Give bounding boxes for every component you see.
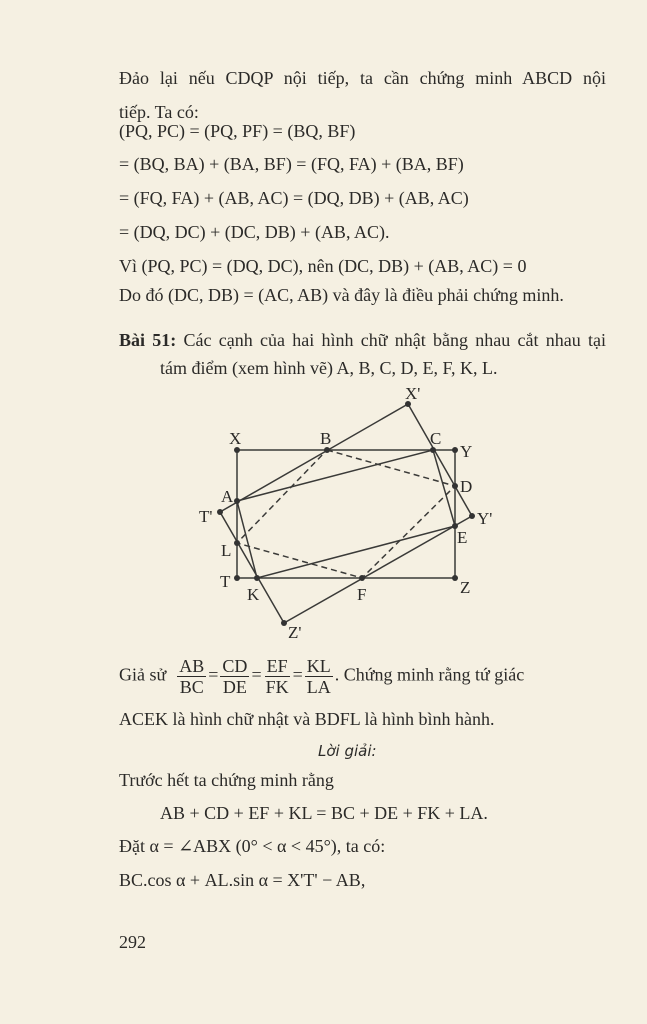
page-number: 292: [119, 932, 146, 952]
point-A: [234, 498, 240, 504]
point-Y: [452, 447, 458, 453]
statement-line: Giả sử $\frac{AB}{BC}$ = $\frac{CD}{DE}$ = $\frac{EF}{FK}$ = $\frac{KL}{LA}$ . Chứng minh rằng tứ giác: [119, 656, 525, 697]
point-K: [254, 575, 260, 581]
text-line: Đảo lại nếu CDQP nội tiếp, ta cần chứng minh ABCD nội: [119, 68, 606, 88]
label-T: T: [220, 572, 231, 591]
statement-line-2: ACEK là hình chữ nhật và BDFL là hình bình hành.: [119, 709, 495, 729]
point-T: [234, 575, 240, 581]
fraction: $\frac{EF}{FK}$: [265, 656, 289, 697]
label-X1: X': [405, 384, 421, 403]
label-A: A: [221, 487, 234, 506]
solution-heading: Lời giải:: [318, 742, 377, 760]
equation-line: = (BQ, BA) + (BA, BF) = (FQ, FA) + (BA, BF): [119, 154, 464, 174]
equation-line: Do đó (DC, DB) = (AC, AB) và đây là điều phải chứng minh.: [119, 285, 564, 305]
point-D: [452, 483, 458, 489]
rectangle-XYZT: [237, 450, 455, 578]
solution-line: BC.cos α + AL.sin α = X'T' − AB,: [119, 870, 366, 890]
point-Z: [452, 575, 458, 581]
label-F: F: [357, 585, 367, 604]
label-T1: T': [199, 507, 213, 526]
label-Y1: Y': [477, 509, 493, 528]
label-Y: Y: [460, 442, 473, 461]
point-Z1: [281, 620, 287, 626]
label-X: X: [229, 429, 242, 448]
equation-line: (PQ, PC) = (PQ, PF) = (BQ, BF): [119, 121, 356, 141]
fraction: $\frac{CD}{DE}$: [222, 656, 248, 697]
statement-prefix: Giả sử: [119, 664, 167, 685]
point-T1: [217, 509, 223, 515]
problem-line: tám điểm (xem hình vẽ) A, B, C, D, E, F, K, L.: [160, 358, 498, 378]
problem-label: Bài 51:: [119, 330, 177, 350]
quadrilateral-ACEK: [237, 450, 455, 578]
label-C: C: [430, 429, 442, 448]
fraction: $\frac{AB}{BC}$: [179, 656, 205, 697]
quadrilateral-BDFL: [237, 450, 455, 578]
equation-line: = (FQ, FA) + (AB, AC) = (DQ, DB) + (AB, AC): [119, 188, 469, 208]
fraction: $\frac{KL}{LA}$: [306, 656, 331, 697]
label-Z1: Z': [288, 623, 302, 642]
problem-text: Các cạnh của hai hình chữ nhật bằng nhau cắt nhau tại: [183, 330, 606, 350]
point-L: [234, 540, 240, 546]
label-D: D: [460, 477, 473, 496]
solution-line: Đặt α = ∠ABX (0° < α < 45°), ta có:: [119, 836, 386, 856]
text-line: tiếp. Ta có:: [119, 102, 199, 122]
label-K: K: [247, 585, 260, 604]
solution-line: AB + CD + EF + KL = BC + DE + FK + LA.: [160, 803, 488, 823]
label-B: B: [320, 429, 332, 448]
point-Y1: [469, 513, 475, 519]
equation-line: Vì (PQ, PC) = (DQ, DC), nên (DC, DB) + (AB, AC) = 0: [119, 256, 527, 276]
equation-line: = (DQ, DC) + (DC, DB) + (AB, AC).: [119, 222, 390, 242]
statement-suffix: . Chứng minh rằng tứ giác: [334, 664, 525, 685]
label-E: E: [457, 528, 468, 547]
label-Z: Z: [460, 578, 471, 597]
solution-line: Trước hết ta chứng minh rằng: [119, 770, 334, 790]
point-F: [359, 575, 365, 581]
label-L: L: [221, 541, 232, 560]
